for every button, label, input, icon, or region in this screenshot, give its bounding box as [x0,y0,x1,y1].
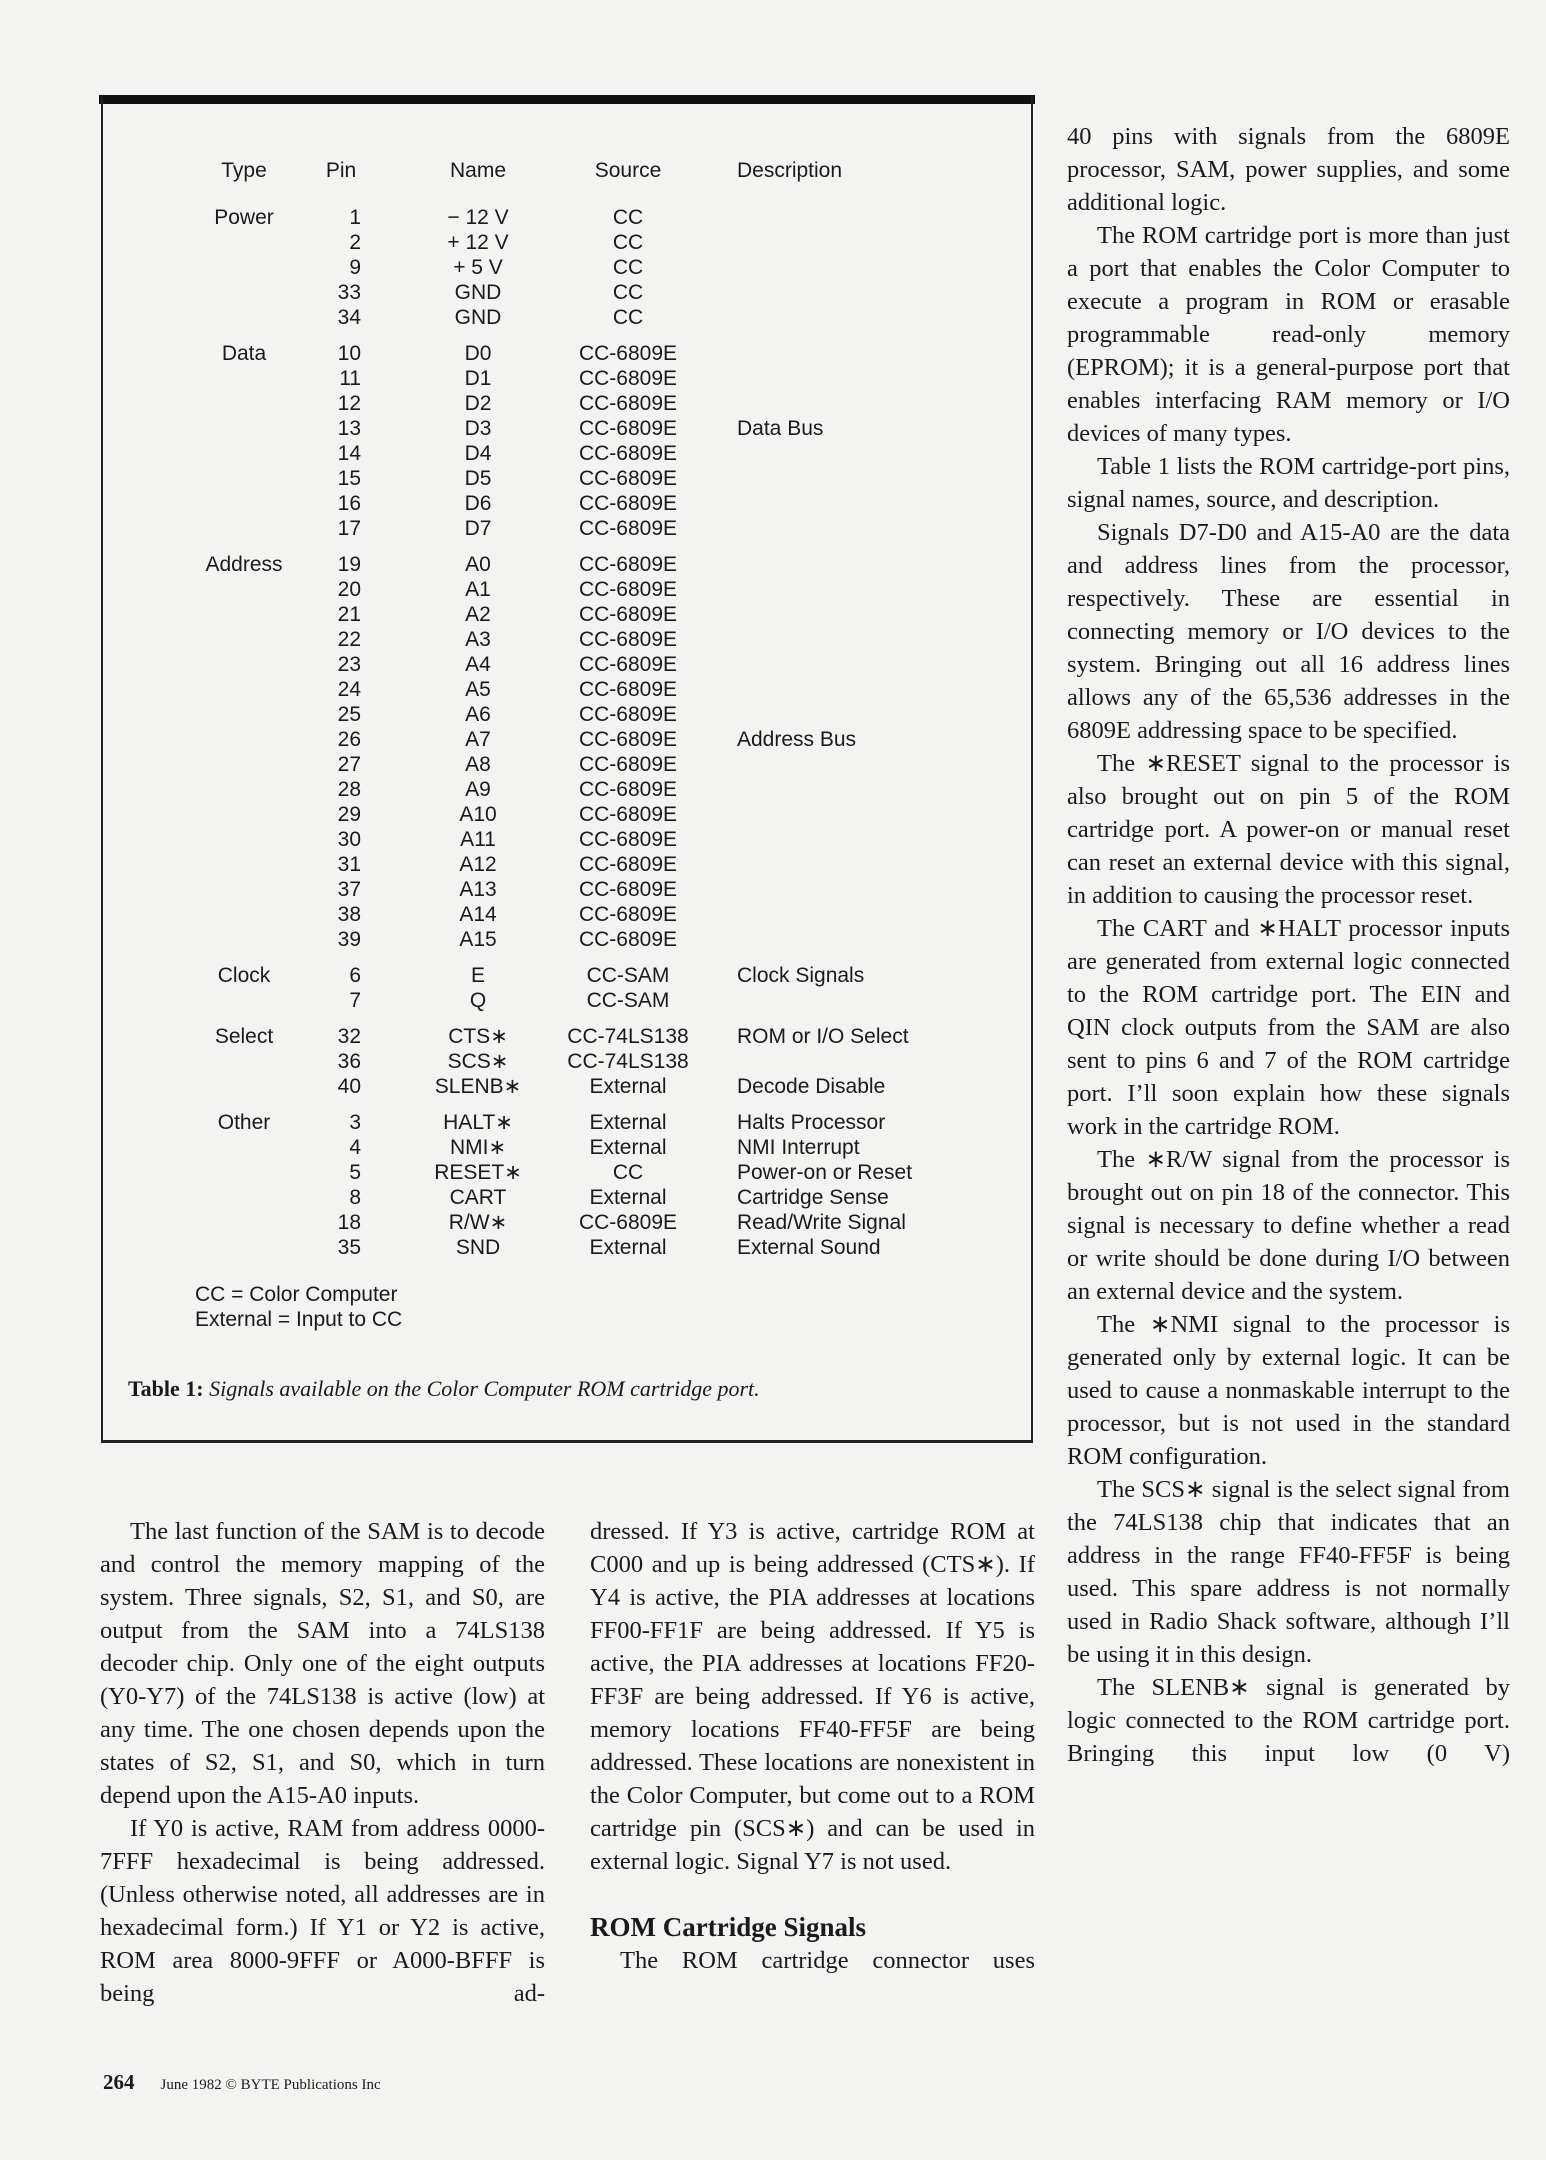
cell-source: CC-6809E [578,653,678,676]
cell-pin: 30 [337,828,361,851]
table-row [103,1024,1031,1049]
cell-description: Cartridge Sense [737,1186,889,1209]
cell-description: Clock Signals [737,964,865,987]
table-row [103,802,1031,827]
cell-source: CC-6809E [578,778,678,801]
cell-description: Decode Disable [737,1075,886,1098]
section-heading: ROM Cartridge Signals [590,1912,866,1942]
cell-source: CC [612,281,644,304]
paragraph: The SLENB∗ signal is generated by logic connected to the ROM cartridge port. Bringing this input low (0 V) [1067,1674,1510,1767]
cell-source: CC-6809E [578,628,678,651]
cell-pin: 14 [337,442,361,465]
table-row [103,305,1031,330]
cell-pin: 40 [337,1075,361,1098]
cell-source: External [589,1236,667,1259]
table-row [103,255,1031,280]
caption-text: Signals available on the Color Computer ROM cartridge port. [209,1376,760,1401]
cell-source: CC [612,306,644,329]
cell-description: ROM or I/O Select [737,1025,909,1048]
cell-name: CART [449,1186,507,1209]
cell-source: CC-SAM [586,964,670,987]
cell-source: CC-6809E [578,553,678,576]
left-column [100,1515,545,2010]
cell-source: CC-6809E [578,603,678,626]
cell-pin: 10 [337,342,361,365]
cell-name: D0 [464,342,492,365]
paragraph: 40 pins with signals from the 6809E processor, SAM, power supplies, and some additional logic. [1067,123,1510,216]
header-description: Description [737,159,843,182]
cell-name: D2 [464,392,492,415]
cell-description: Halts Processor [737,1111,886,1134]
cell-pin: 22 [337,628,361,651]
cell-name: A9 [465,778,491,801]
table-row [103,627,1031,652]
table-row [103,1210,1031,1235]
paragraph: Signals D7-D0 and A15-A0 are the data and address lines from the processor, respectively. These are essential in connecting memory or I/O devices to the system. Bringing out all 16 address lines allows any of the 65,536 addresses in the 6809E addressing space to be specified. [1067,519,1510,744]
cell-name: − 12 V [447,206,509,229]
table-row [103,366,1031,391]
cell-name: A8 [465,753,491,776]
cell-source: CC-6809E [578,853,678,876]
paragraph: The ROM cartridge port is more than just a port that enables the Color Computer to execute a program in ROM or erasable programmable read-only memory (EPROM); it is a general-purpose port that enables interfacing RAM memory or I/O devices of many types. [1067,222,1510,447]
middle-column [590,1515,1035,1977]
cell-description: NMI Interrupt [737,1136,860,1159]
cell-source: CC-6809E [578,878,678,901]
table-1-box [101,97,1033,1443]
paragraph: The CART and ∗HALT processor inputs are generated from external logic connected to the ROM cartridge port. The EIN and QIN clock outputs from the SAM are also sent to pins 6 and 7 of the ROM cartridge port. I’ll soon explain how these signals work in the cartridge ROM. [1067,915,1510,1140]
table-row [103,677,1031,702]
cell-name: A10 [459,803,497,826]
table-row [103,988,1031,1013]
table-row [103,727,1031,752]
cell-source: CC-6809E [578,417,678,440]
cell-source: CC-6809E [578,703,678,726]
table-row [103,702,1031,727]
cell-pin: 24 [337,678,361,701]
paragraph: The ∗RESET signal to the processor is also brought out on pin 5 of the ROM cartridge port. A power-on or manual reset can reset an external device with this signal, in addition to causing the processor reset. [1067,750,1510,909]
cell-name: CTS∗ [448,1025,508,1048]
table-row [103,652,1031,677]
cell-name: NMI∗ [449,1136,507,1159]
cell-pin: 26 [337,728,361,751]
caption-label: Table 1: [128,1376,204,1401]
cell-name: D3 [464,417,492,440]
table-caption [128,1376,760,1402]
table-row [103,902,1031,927]
table-row [103,752,1031,777]
cell-name: RESET∗ [434,1161,522,1184]
cell-pin: 6 [349,964,361,987]
cell-name: A12 [459,853,497,876]
cell-type: Other [217,1111,271,1134]
paragraph: dressed. If Y3 is active, cartridge ROM at C000 and up is being addressed (CTS∗). If Y4 is active, the PIA addresses at locations FF00-FF1F are being addressed. If Y5 is active, the PIA addresses at locations FF20-FF3F are being addressed. If Y6 is active, memory locations FF40-FF5F are being addressed. These locations are nonexistent in the Color Computer, but come out to a ROM cartridge pin (SCS∗) and can be used in external logic. Signal Y7 is not used. [590,1518,1035,1875]
cell-source: External [589,1075,667,1098]
cell-pin: 21 [337,603,361,626]
cell-type: Clock [217,964,271,987]
cell-source: CC-74LS138 [567,1025,689,1048]
cell-source: CC-6809E [578,728,678,751]
cell-pin: 2 [349,231,361,254]
cell-source: CC-6809E [578,442,678,465]
cell-source: CC [612,1161,644,1184]
cell-description: Address Bus [737,728,857,751]
cell-pin: 36 [337,1050,361,1073]
cell-pin: 13 [337,417,361,440]
table-row [103,827,1031,852]
cell-source: CC [612,206,644,229]
table-row [103,391,1031,416]
legend-external: External = Input to CC [195,1308,403,1331]
cell-pin: 20 [337,578,361,601]
table-row [103,205,1031,230]
cell-source: CC-6809E [578,367,678,390]
cell-source: CC-6809E [578,803,678,826]
paragraph: The ROM cartridge connector uses [620,1947,1035,1974]
cell-type: Power [214,206,274,229]
table-row [103,963,1031,988]
cell-source: CC-6809E [578,517,678,540]
cell-pin: 18 [337,1211,361,1234]
cell-pin: 38 [337,903,361,926]
table-row [103,1049,1031,1074]
cell-pin: 32 [337,1025,361,1048]
header-pin: Pin [325,159,357,182]
cell-source: CC-74LS138 [567,1050,689,1073]
cell-source: External [589,1111,667,1134]
table-row [103,777,1031,802]
cell-name: A1 [465,578,491,601]
cell-source: External [589,1136,667,1159]
cell-name: D1 [464,367,492,390]
cell-name: SCS∗ [447,1050,509,1073]
table-row [103,516,1031,541]
cell-pin: 34 [337,306,361,329]
cell-source: CC-6809E [578,828,678,851]
cell-name: A7 [465,728,491,751]
cell-pin: 16 [337,492,361,515]
cell-source: CC-6809E [578,1211,678,1234]
cell-name: SND [455,1236,501,1259]
header-source: Source [594,159,662,182]
cell-pin: 37 [337,878,361,901]
cell-name: A11 [460,828,496,851]
cell-source: CC-6809E [578,492,678,515]
cell-name: A3 [465,628,491,651]
table-header-row [103,158,1031,183]
cell-source: CC-6809E [578,928,678,951]
cell-source: CC-6809E [578,903,678,926]
cell-name: GND [454,306,502,329]
table-row [103,1110,1031,1135]
cell-name: + 12 V [447,231,509,254]
table-row [103,1235,1031,1260]
cell-source: CC-6809E [578,578,678,601]
cell-name: A13 [459,878,497,901]
table-legend [195,1282,402,1332]
cell-source: CC-6809E [578,467,678,490]
cell-pin: 33 [337,281,361,304]
table-row [103,416,1031,441]
cell-name: A14 [459,903,497,926]
cell-name: D5 [464,467,492,490]
cell-name: E [470,964,485,987]
cell-pin: 27 [337,753,361,776]
cell-pin: 29 [337,803,361,826]
paragraph: The SCS∗ signal is the select signal from the 74LS138 chip that indicates that an address in the range FF40-FF5F is being used. This spare address is not normally used in Radio Shack software, although I’ll be using it in this design. [1067,1476,1510,1668]
cell-type: Data [221,342,267,365]
table-row [103,877,1031,902]
cell-pin: 9 [349,256,361,279]
cell-pin: 25 [337,703,361,726]
table-row [103,466,1031,491]
cell-description: External Sound [737,1236,881,1259]
cell-pin: 31 [337,853,361,876]
cell-name: A6 [465,703,491,726]
cell-description: Read/Write Signal [737,1211,906,1234]
header-type: Type [221,159,267,182]
cell-name: R/W∗ [448,1211,508,1234]
paragraph: Table 1 lists the ROM cartridge-port pins, signal names, source, and description. [1067,453,1510,513]
cell-type: Address [205,553,283,576]
page-footer [103,2070,381,2095]
paragraph: The ∗R/W signal from the processor is brought out on pin 18 of the connector. This signal is necessary to define whether a read or write should be done during I/O between an external device and the system. [1067,1146,1510,1305]
cell-pin: 8 [349,1186,361,1209]
cell-source: CC-6809E [578,678,678,701]
table-row [103,280,1031,305]
cell-pin: 7 [349,989,361,1012]
legend-cc: CC = Color Computer [195,1283,398,1306]
table-row [103,230,1031,255]
right-column [1067,120,1510,1770]
table-row [103,577,1031,602]
table-row [103,552,1031,577]
cell-pin: 39 [337,928,361,951]
cell-name: D7 [464,517,492,540]
footer-credit: June 1982 © BYTE Publications Inc [160,2077,381,2093]
cell-source: CC [612,256,644,279]
cell-source: CC-6809E [578,392,678,415]
cell-name: GND [454,281,502,304]
cell-name: D6 [464,492,492,515]
cell-pin: 23 [337,653,361,676]
cell-pin: 1 [349,206,361,229]
paragraph: The last function of the SAM is to decode and control the memory mapping of the system. Three signals, S2, S1, and S0, are output from the SAM into a 74LS138 decoder chip. Only one of the eight outputs (Y0-Y7) of the 74LS138 is active (low) at any time. The one chosen depends upon the states of S2, S1, and S0, which in turn depend upon the A15-A0 inputs. [100,1518,545,1809]
paragraph: The ∗NMI signal to the processor is generated only by external logic. It can be used to cause a nonmaskable interrupt to the processor, but is not used in the standard ROM configuration. [1067,1311,1510,1470]
cell-pin: 4 [349,1136,361,1159]
cell-source: External [589,1186,667,1209]
table-row [103,441,1031,466]
cell-pin: 3 [349,1111,361,1134]
cell-name: HALT∗ [443,1111,513,1134]
cell-pin: 12 [337,392,361,415]
table-row [103,491,1031,516]
cell-pin: 11 [339,367,361,390]
cell-name: A5 [465,678,491,701]
cell-name: D4 [464,442,492,465]
table-row [103,341,1031,366]
cell-name: A15 [459,928,497,951]
cell-source: CC-6809E [578,753,678,776]
cell-pin: 28 [337,778,361,801]
table-row [103,1135,1031,1160]
cell-name: A2 [465,603,491,626]
table-row [103,602,1031,627]
cell-pin: 35 [337,1236,361,1259]
cell-name: + 5 V [453,256,503,279]
table-row [103,1074,1031,1099]
cell-pin: 17 [337,517,361,540]
cell-pin: 19 [337,553,361,576]
cell-pin: 5 [349,1161,361,1184]
table-row [103,1185,1031,1210]
cell-source: CC-SAM [586,989,670,1012]
cell-name: A0 [465,553,491,576]
cell-name: Q [469,989,487,1012]
page-number: 264 [103,2070,135,2094]
cell-type: Select [214,1025,274,1048]
header-name: Name [449,159,507,182]
cell-pin: 15 [337,467,361,490]
cell-description: Power-on or Reset [737,1161,913,1184]
cell-source: CC [612,231,644,254]
table-row [103,927,1031,952]
table-row [103,852,1031,877]
cell-name: SLENB∗ [434,1075,522,1098]
table-row [103,1160,1031,1185]
cell-description: Data Bus [737,417,824,440]
cell-source: CC-6809E [578,342,678,365]
paragraph: If Y0 is active, RAM from address 0000-7FFF hexadecimal is being addressed. (Unless otherwise noted, all addresses are in hexadecimal form.) If Y1 or Y2 is active, ROM area 8000-9FFF or A000-BFFF is being ad- [100,1815,545,2007]
cell-name: A4 [465,653,491,676]
